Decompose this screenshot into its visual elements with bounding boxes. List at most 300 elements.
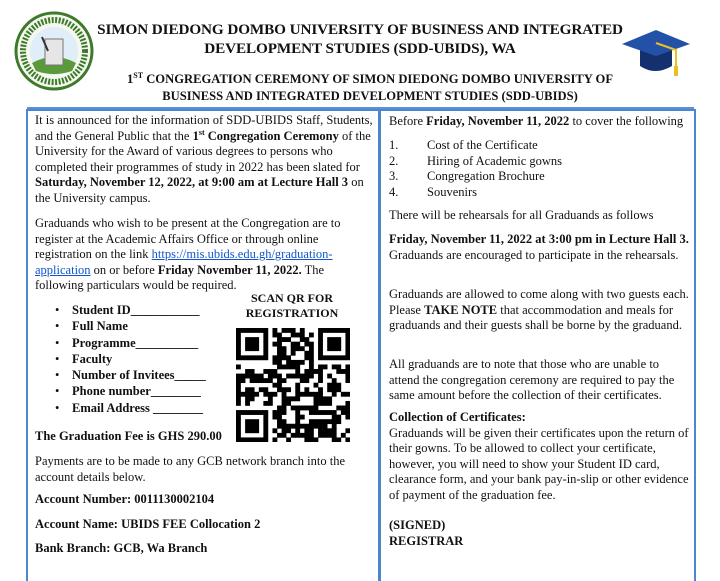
qr-module: [304, 351, 309, 356]
qr-module: [263, 328, 268, 333]
qr-module: [341, 392, 346, 397]
text: Graduands who wish to be present at the Congregation are to register at the Academic Affairs Office or through online registration on the link: [35, 216, 341, 262]
qr-module: [259, 374, 264, 379]
qr-module: [272, 383, 277, 388]
qr-module: [300, 374, 305, 379]
qr-module: [254, 328, 259, 333]
list-item: • Number of Invitees_____: [35, 367, 206, 383]
qr-module: [291, 342, 296, 347]
qr-module: [282, 406, 287, 411]
qr-module: [277, 415, 282, 420]
qr-module: [282, 424, 287, 429]
qr-module: [245, 401, 250, 406]
qr-module: [236, 364, 241, 369]
qr-module: [318, 392, 323, 397]
qr-module: [291, 364, 296, 369]
qr-module: [318, 369, 323, 374]
qr-module: [318, 328, 323, 333]
qr-module: [309, 360, 314, 365]
qr-module: [277, 342, 282, 347]
qr-module: [282, 355, 287, 360]
qr-module: [254, 410, 259, 415]
qr-module: [345, 374, 350, 379]
qr-module: [300, 424, 305, 429]
qr-module: [241, 378, 246, 383]
qr-module: [236, 415, 241, 420]
qr-module: [345, 369, 350, 374]
qr-module: [241, 355, 246, 360]
payment-deadline: [389, 114, 689, 130]
qr-module: [304, 387, 309, 392]
qr-module: [286, 396, 291, 401]
qr-module: [277, 374, 282, 379]
qr-module: [272, 342, 277, 347]
qr-module: [263, 424, 268, 429]
qr-module: [300, 333, 305, 338]
qr-module: [263, 369, 268, 374]
qr-module: [263, 333, 268, 338]
list-item: • Student ID___________: [35, 302, 206, 318]
qr-module: [236, 396, 241, 401]
qr-module: [277, 333, 282, 338]
qr-module: [236, 424, 241, 429]
qr-module: [323, 419, 328, 424]
qr-module: [250, 342, 255, 347]
qr-label: SCAN QR FOR REGISTRATION: [245, 291, 339, 320]
fee-covers-list: [389, 138, 562, 200]
qr-module: [318, 333, 323, 338]
qr-module: [304, 369, 309, 374]
registration-deadline: Friday November 11, 2022.: [157, 262, 302, 277]
qr-module: [300, 337, 305, 342]
qr-module: [263, 392, 268, 397]
qr-module: [318, 424, 323, 429]
qr-module: [295, 424, 300, 429]
subtitle-text: CONGREGATION CEREMONY OF SIMON DIEDONG DOMBO UNIVERSITY OF: [143, 72, 614, 86]
qr-module: [309, 374, 314, 379]
qr-module: [259, 328, 264, 333]
qr-module: [245, 424, 250, 429]
qr-module: [277, 378, 282, 383]
qr-module: [309, 392, 314, 397]
item-number: 3.: [389, 169, 399, 183]
qr-module: [268, 378, 273, 383]
qr-module: [272, 369, 277, 374]
qr-module: [286, 337, 291, 342]
qr-module: [309, 369, 314, 374]
qr-module: [341, 410, 346, 415]
qr-module: [263, 378, 268, 383]
qr-module: [295, 406, 300, 411]
qr-module: [263, 410, 268, 415]
qr-module: [282, 351, 287, 356]
qr-module: [291, 424, 296, 429]
collection-body: Graduands will be given their certificates upon the return of their gowns. To be allowed to collect your certificate, however, you will need to show your Student ID card, clearance form, and your bank pay-in-slip or other evidence of payment of the graduation fee.: [389, 425, 689, 502]
list-item: • Programme__________: [35, 335, 206, 351]
qr-module: [259, 387, 264, 392]
qr-module: [295, 396, 300, 401]
qr-module: [300, 328, 305, 333]
account-number: Account Number: 0011130002104: [35, 492, 215, 506]
qr-module: [309, 424, 314, 429]
qr-module: [286, 401, 291, 406]
qr-module: [314, 424, 319, 429]
qr-module: [286, 328, 291, 333]
qr-module: [345, 351, 350, 356]
qr-module: [345, 346, 350, 351]
qr-module: [277, 346, 282, 351]
qr-module: [250, 328, 255, 333]
qr-module: [332, 364, 337, 369]
list-item: [389, 154, 562, 170]
qr-module: [318, 419, 323, 424]
ordinal-suffix: ST: [133, 70, 144, 80]
qr-module: [345, 406, 350, 411]
qr-module: [250, 355, 255, 360]
qr-module: [236, 401, 241, 406]
qr-module: [318, 346, 323, 351]
qr-module: [236, 387, 241, 392]
qr-module: [318, 374, 323, 379]
registration-qr-code[interactable]: [236, 328, 350, 442]
qr-module: [241, 392, 246, 397]
qr-module: [282, 401, 287, 406]
qr-module: [277, 424, 282, 429]
qr-module: [250, 410, 255, 415]
qr-module: [332, 346, 337, 351]
text: that accommodation and meals for graduands and their guests shall be borne by the graduand.: [389, 302, 682, 333]
qr-module: [245, 355, 250, 360]
qr-module: [332, 415, 337, 420]
qr-module: [250, 392, 255, 397]
qr-module: [236, 419, 241, 424]
qr-module: [332, 383, 337, 388]
qr-module: [245, 342, 250, 347]
qr-module: [272, 355, 277, 360]
qr-module: [345, 342, 350, 347]
qr-module: [336, 328, 341, 333]
payment-instructions: Payments are to be made to any GCB network branch into the account details below.: [35, 454, 345, 484]
rehearsal-details: [389, 232, 689, 263]
qr-module: [332, 424, 337, 429]
qr-module: [250, 337, 255, 342]
qr-module: [291, 374, 296, 379]
qr-module: [263, 351, 268, 356]
qr-module: [336, 342, 341, 347]
qr-module: [327, 328, 332, 333]
qr-module: [295, 346, 300, 351]
qr-module: [295, 374, 300, 379]
qr-module: [259, 355, 264, 360]
qr-module: [291, 328, 296, 333]
item-number: 4.: [389, 184, 399, 199]
qr-module: [304, 392, 309, 397]
qr-module: [332, 337, 337, 342]
qr-module: [318, 351, 323, 356]
qr-module: [295, 387, 300, 392]
qr-module: [295, 333, 300, 338]
qr-module: [268, 374, 273, 379]
qr-module: [282, 419, 287, 424]
qr-module: [291, 396, 296, 401]
qr-module: [318, 337, 323, 342]
qr-module: [345, 337, 350, 342]
list-item: [389, 169, 562, 185]
signed: (SIGNED): [389, 518, 446, 532]
item-number: 2.: [389, 153, 399, 168]
qr-module: [272, 410, 277, 415]
qr-module: [277, 360, 282, 365]
qr-module: [345, 355, 350, 360]
qr-module: [268, 401, 273, 406]
qr-module: [332, 355, 337, 360]
qr-module: [327, 383, 332, 388]
qr-module: [314, 369, 319, 374]
ceremony-title: [110, 71, 630, 105]
qr-module: [254, 392, 259, 397]
qr-module: [277, 337, 282, 342]
list-item: • Faculty: [35, 351, 206, 367]
qr-module: [250, 378, 255, 383]
list-item: • Phone number________: [35, 383, 206, 399]
announcement-paragraph: [35, 113, 375, 207]
qr-module: [327, 401, 332, 406]
qr-module: [277, 406, 282, 411]
qr-module: [323, 328, 328, 333]
qr-module: [314, 401, 319, 406]
registration-paragraph: [35, 216, 375, 294]
qr-module: [345, 401, 350, 406]
qr-module: [282, 364, 287, 369]
qr-module: [254, 374, 259, 379]
qr-module: [254, 346, 259, 351]
qr-module: [304, 337, 309, 342]
rehearsal-date: Friday, November 11, 2022 at 3:00 pm in Lecture Hall 3.: [389, 232, 689, 246]
text: Graduands are encouraged to participate in the rehearsals.: [389, 247, 679, 262]
qr-module: [236, 346, 241, 351]
graduation-fee: The Graduation Fee is GHS 290.00: [35, 429, 222, 443]
qr-module: [245, 374, 250, 379]
qr-module: [300, 378, 305, 383]
qr-module: [300, 406, 305, 411]
qr-module: [250, 369, 255, 374]
item-text: Cost of the Certificate: [427, 138, 538, 152]
qr-module: [304, 406, 309, 411]
qr-module: [241, 410, 246, 415]
qr-module: [250, 346, 255, 351]
qr-module: [272, 328, 277, 333]
qr-module: [314, 396, 319, 401]
qr-module: [314, 410, 319, 415]
qr-module: [295, 364, 300, 369]
qr-module: [259, 410, 264, 415]
qr-module: [323, 396, 328, 401]
qr-module: [332, 387, 337, 392]
qr-module: [300, 392, 305, 397]
qr-module: [336, 355, 341, 360]
qr-module: [236, 333, 241, 338]
qr-module: [259, 378, 264, 383]
qr-module: [309, 410, 314, 415]
qr-module: [245, 387, 250, 392]
qr-module: [323, 410, 328, 415]
qr-module: [250, 419, 255, 424]
qr-module: [323, 355, 328, 360]
qr-module: [309, 342, 314, 347]
qr-module: [314, 392, 319, 397]
qr-module: [318, 396, 323, 401]
qr-module: [327, 337, 332, 342]
qr-module: [332, 342, 337, 347]
collection-heading: Collection of Certificates:: [389, 410, 526, 424]
particulars-list: [35, 302, 206, 416]
account-name: Account Name: UBIDS FEE Collocation 2: [35, 517, 261, 531]
item-text: Congregation Brochure: [427, 169, 545, 183]
qr-module: [341, 369, 346, 374]
qr-module: [332, 410, 337, 415]
qr-module: [277, 383, 282, 388]
qr-module: [291, 351, 296, 356]
qr-module: [272, 333, 277, 338]
qr-module: [314, 406, 319, 411]
qr-module: [277, 410, 282, 415]
qr-module: [263, 355, 268, 360]
qr-module: [282, 337, 287, 342]
qr-module: [345, 392, 350, 397]
qr-module: [291, 333, 296, 338]
qr-module: [327, 374, 332, 379]
list-item: • Full Name: [35, 318, 206, 334]
qr-module: [345, 333, 350, 338]
qr-module: [286, 355, 291, 360]
qr-module: [332, 419, 337, 424]
text: The following particulars would be required.: [35, 262, 325, 293]
qr-module: [327, 396, 332, 401]
qr-module: [327, 387, 332, 392]
qr-module: [254, 337, 259, 342]
text: It is announced for the information of SDD-UBIDS Staff, Students, and the General Public that the: [35, 113, 373, 143]
qr-module: [336, 346, 341, 351]
qr-module: [254, 378, 259, 383]
qr-module: [318, 401, 323, 406]
qr-module: [272, 374, 277, 379]
qr-module: [241, 328, 246, 333]
qr-module: [336, 369, 341, 374]
text: on or before: [90, 262, 158, 277]
collection-section: [389, 410, 689, 504]
qr-module: [327, 419, 332, 424]
qr-module: [327, 342, 332, 347]
rehearsal-intro: There will be rehearsals for all Graduands as follows: [389, 208, 654, 222]
qr-module: [263, 387, 268, 392]
signature-block: [389, 518, 689, 549]
qr-module: [277, 364, 282, 369]
qr-module: [318, 410, 323, 415]
qr-module: [268, 392, 273, 397]
qr-module: [295, 419, 300, 424]
take-note: TAKE NOTE: [424, 302, 498, 317]
qr-module: [345, 415, 350, 420]
qr-module: [272, 392, 277, 397]
subtitle-line-1: [110, 71, 630, 88]
qr-module: [336, 337, 341, 342]
list-item: [389, 138, 562, 154]
qr-module: [268, 396, 273, 401]
qr-module: [345, 364, 350, 369]
qr-module: [323, 424, 328, 429]
qr-module: [263, 346, 268, 351]
qr-module: [304, 374, 309, 379]
qr-module: [295, 383, 300, 388]
qr-module: [327, 346, 332, 351]
qr-module: [323, 364, 328, 369]
registration-link[interactable]: https://mis.ubids.edu.gh/graduation-application: [35, 247, 333, 277]
qr-module: [336, 415, 341, 420]
ordinal: 1: [192, 128, 199, 143]
qr-module: [282, 328, 287, 333]
qr-module: [304, 378, 309, 383]
qr-module: [314, 383, 319, 388]
university-logo: [14, 11, 94, 91]
qr-module: [332, 378, 337, 383]
qr-module: [300, 415, 305, 420]
qr-module: [282, 387, 287, 392]
qr-module: [345, 328, 350, 333]
qr-module: [277, 351, 282, 356]
subtitle-line-2: BUSINESS AND INTEGRATED DEVELOPMENT STUDIES (SDD-UBIDS): [162, 89, 578, 103]
qr-module: [295, 360, 300, 365]
qr-module: [236, 392, 241, 397]
qr-module: [245, 369, 250, 374]
absentee-note: All graduands are to note that those who are unable to attend the congregation ceremony are required to pay the same amount before the collection of their certificates.: [389, 357, 675, 403]
qr-module: [309, 406, 314, 411]
qr-module: [309, 419, 314, 424]
qr-module: [272, 360, 277, 365]
qr-module: [291, 346, 296, 351]
guests-note: [389, 287, 689, 334]
qr-module: [254, 424, 259, 429]
bank-branch: Bank Branch: GCB, Wa Branch: [35, 541, 208, 555]
qr-module: [245, 419, 250, 424]
qr-module: [332, 392, 337, 397]
qr-module: [263, 419, 268, 424]
qr-module: [327, 410, 332, 415]
qr-module: [309, 364, 314, 369]
item-text: Hiring of Academic gowns: [427, 153, 563, 168]
qr-module: [254, 419, 259, 424]
qr-module: [309, 351, 314, 356]
graduation-cap-icon: [620, 26, 690, 78]
item-number: 1.: [389, 138, 399, 152]
qr-module: [250, 374, 255, 379]
ordinal: 1: [126, 72, 134, 86]
qr-module: [309, 346, 314, 351]
qr-module: [263, 342, 268, 347]
qr-module: [341, 406, 346, 411]
qr-module: [272, 415, 277, 420]
university-title: [90, 20, 630, 58]
qr-module: [236, 328, 241, 333]
qr-module: [314, 419, 319, 424]
title-line-1: SIMON DIEDONG DOMBO UNIVERSITY OF BUSINESS AND INTEGRATED: [97, 21, 623, 38]
qr-module: [295, 410, 300, 415]
qr-module: [304, 424, 309, 429]
qr-module: [336, 383, 341, 388]
qr-module: [345, 378, 350, 383]
qr-module: [250, 387, 255, 392]
qr-module: [263, 337, 268, 342]
qr-module: [318, 355, 323, 360]
